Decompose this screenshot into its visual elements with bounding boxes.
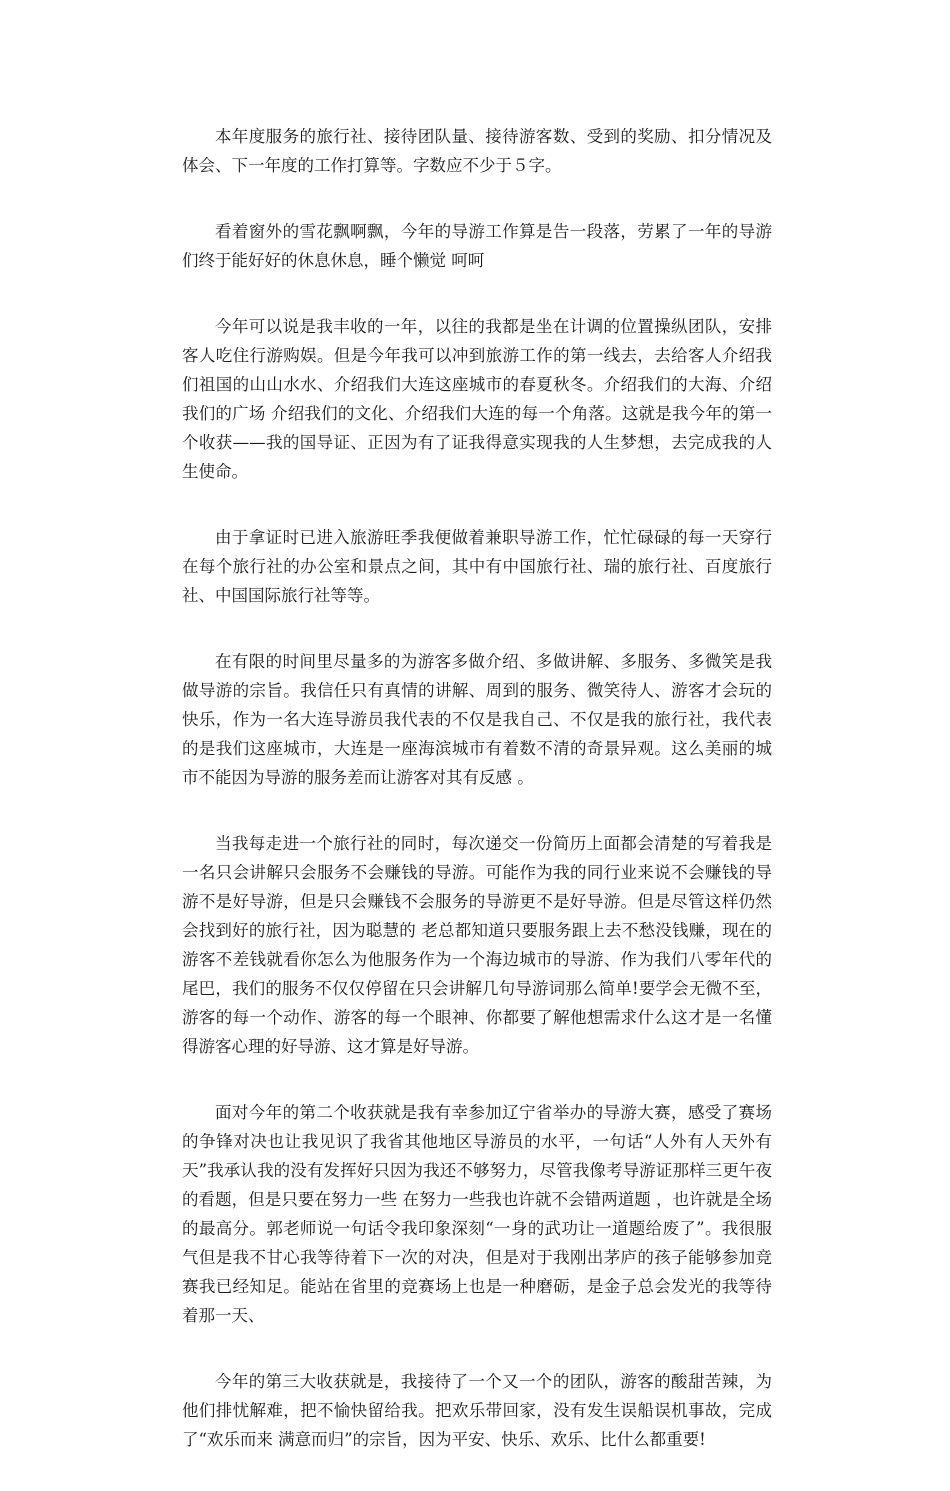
paragraph-part-time-guide: 由于拿证时已进入旅游旺季我便做着兼职导游工作，忙忙碌碌的每一天穿行在每个旅行社的办公室和景点之间，其中有中国旅行社、瑞的旅行社、百度旅行社、中国国际旅行社等等。 xyxy=(182,528,772,605)
paragraph-second-harvest-contest: 面对今年的第二个收获就是我有幸参加辽宁省举办的导游大赛，感受了赛场的争锋对决也让我见识了我省其他地区导游员的水平，一句话“人外有人天外有天”我承认我的没有发挥好只因为我还不够努力，尽管我像考导游证那样三更午夜的看题，但是只要在努力一些 在努力一些我也许就不会错两道题 ，也许就是全场的最高分。郭老师说一句话令我印象深刻“一身的武功让一道题给废了”。我很服气但是我不甘心我等待着下一次的对决，但是对于我刚出茅庐的孩子能够参加竞赛我已经知足。能站在省里的竞赛场上也是一种磨砺，是金子总会发光的我等待着那一天、 xyxy=(182,1103,772,1325)
document-body xyxy=(182,122,772,1491)
paragraph-third-harvest: 今年的第三大收获就是，我接待了一个又一个的团队，游客的酸甜苦辣，为他们排忧解难，把不愉快留给我。把欢乐带回家，没有发生误船误机事故，完成了“欢乐而来 满意而归”的宗旨，因为平安、快乐、欢乐、比什么都重要! xyxy=(182,1372,772,1449)
paragraph-annual-summary-requirements: 本年度服务的旅行社、接待团队量、接待游客数、受到的奖励、扣分情况及体会、下一年度的工作打算等。字数应不少于５字。 xyxy=(182,127,772,175)
paragraph-service-not-money: 当我每走进一个旅行社的同时，每次递交一份简历上面都会清楚的写着我是一名只会讲解只会服务不会赚钱的导游。可能作为我的同行业来说不会赚钱的导游不是好导游，但是只会赚钱不会服务的导游更不是好导游。但是尽管这样仍然会找到好的旅行社，因为聪慧的 老总都知道只要服务跟上去不愁没钱赚，现在的游客不差钱就看你怎么为他服务作为一个海边城市的导游、作为我们八零年代的尾巴，我们的服务不仅仅停留在只会讲解几句导游词那么简单!要学会无微不至，游客的每一个动作、游客的每一个眼神、你都要了解他想需求什么这才是一名懂得游客心理的好导游、这才算是好导游。 xyxy=(182,834,772,1056)
paragraph-service-principle: 在有限的时间里尽量多的为游客多做介绍、多做讲解、多服务、多微笑是我做导游的宗旨。我信任只有真情的讲解、周到的服务、微笑待人、游客才会玩的快乐，作为一名大连导游员我代表的不仅是我自己、不仅是我的旅行社，我代表的是我们这座城市，大连是一座海滨城市有着数不清的奇景异观。这么美丽的城市不能因为导游的服务差而让游客对其有反感 。 xyxy=(182,652,772,787)
paragraph-snow-rest: 看着窗外的雪花飘啊飘，今年的导游工作算是告一段落，劳累了一年的导游们终于能好好的休息休息，睡个懒觉 呵呵 xyxy=(182,222,772,270)
paragraph-first-harvest: 今年可以说是我丰收的一年，以往的我都是坐在计调的位置操纵团队，安排客人吃住行游购娱。但是今年我可以冲到旅游工作的第一线去，去给客人介绍我们祖国的山山水水、介绍我们大连这座城市的春夏秋冬。介绍我们的大海、介绍我们的广场 介绍我们的文化、介绍我们大连的每一个角落。这就是我今年的第一个收获——我的国导证、正因为有了证我得意实现我的人生梦想，去完成我的人生使命。 xyxy=(182,317,772,481)
